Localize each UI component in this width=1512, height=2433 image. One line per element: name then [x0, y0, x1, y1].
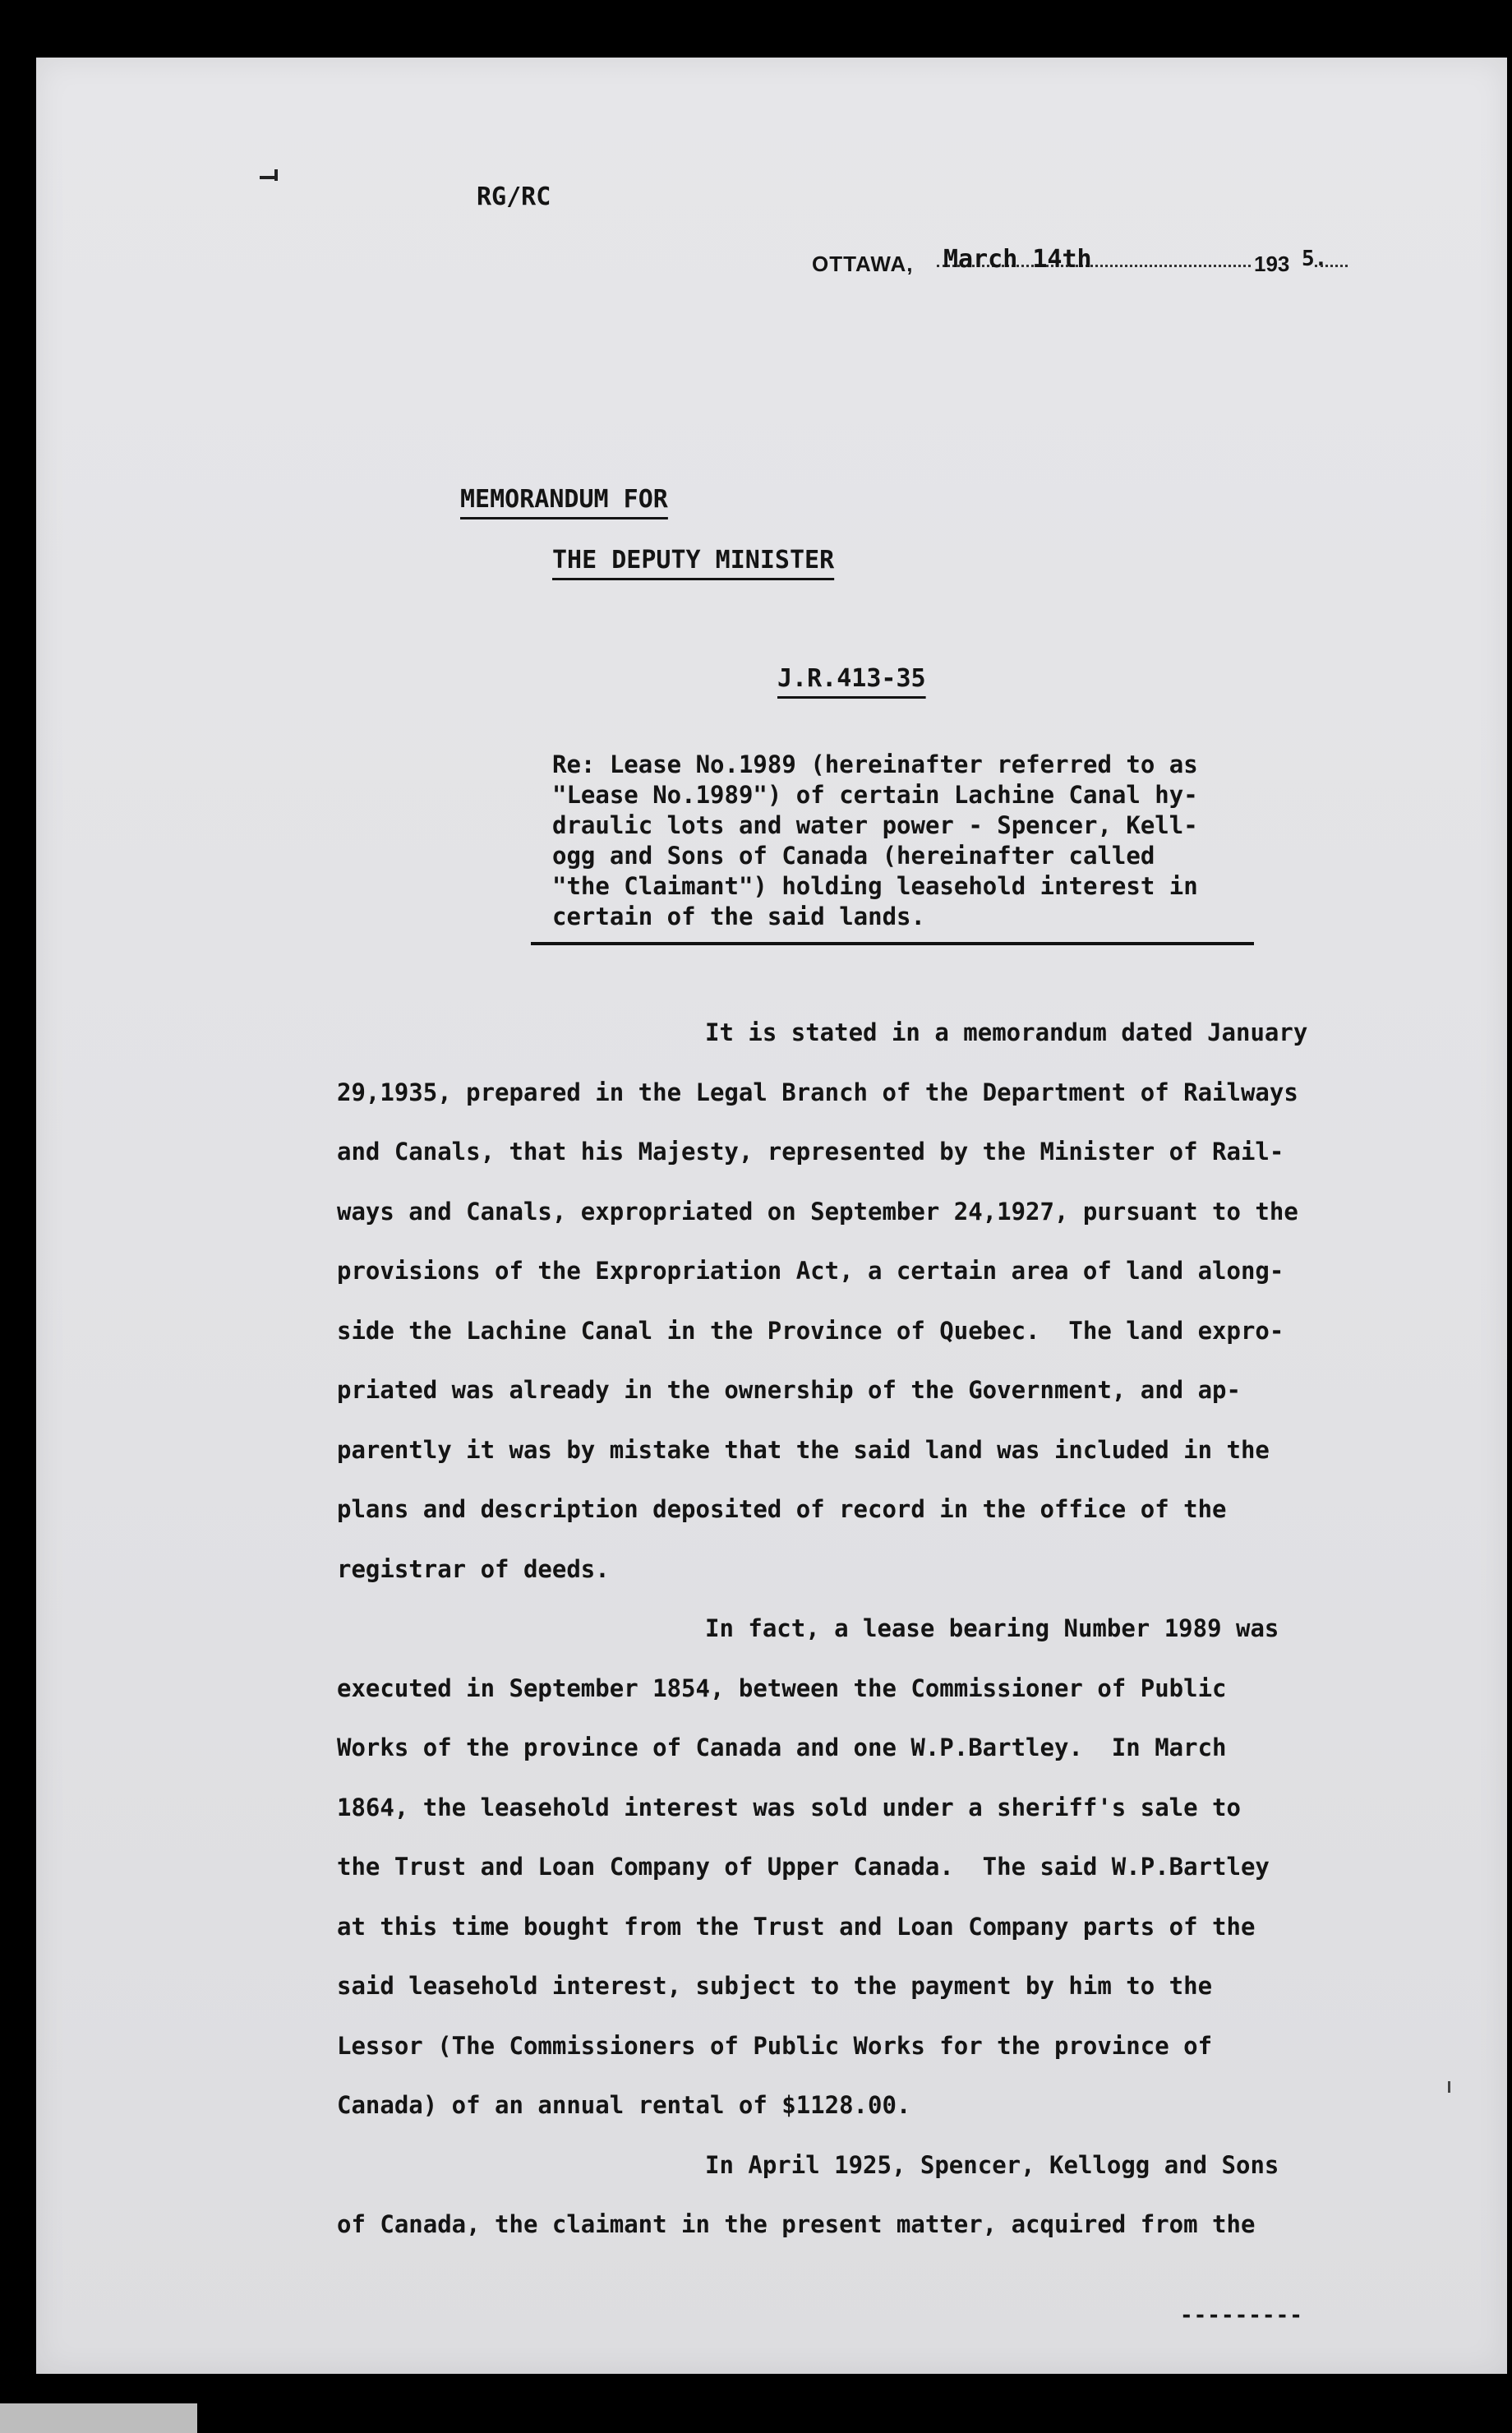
dateline-date: March 14th	[943, 245, 1092, 274]
paper-mark	[1448, 2081, 1450, 2093]
reference-code: RG/RC	[477, 182, 551, 211]
memo-recipient: THE DEPUTY MINISTER	[552, 546, 835, 575]
dateline-dotted-line-end	[1315, 265, 1348, 267]
body-line: priated was already in the ownership of the Government, and ap-	[337, 1376, 1241, 1404]
body-line: 1864, the leasehold interest was sold under a sheriff's sale to	[337, 1793, 1241, 1821]
dateline	[812, 247, 1354, 283]
paragraph-first-line: In April 1925, Spencer, Kellogg and Sons	[705, 2150, 1279, 2179]
body-line: and Canals, that his Majesty, represented by the Minister of Rail-	[337, 1138, 1284, 1166]
body-line: the Trust and Loan Company of Upper Canada. The said W.P.Bartley	[337, 1853, 1270, 1881]
body-line: Canada) of an annual rental of $1128.00.	[337, 2091, 911, 2119]
dateline-year-fill: 5.	[1302, 247, 1328, 271]
subject-line: draulic lots and water power - Spencer, Kell-	[552, 811, 1198, 839]
memo-body	[337, 1003, 1356, 2255]
subject-line: "the Claimant") holding leasehold interest in	[552, 872, 1198, 900]
body-line: plans and description deposited of record in the office of the	[337, 1495, 1227, 1523]
body-line: said leasehold interest, subject to the payment by him to the	[337, 1972, 1213, 2000]
dateline-city: OTTAWA,	[812, 252, 914, 276]
film-edge-strip	[0, 2403, 197, 2433]
body-line: provisions of the Expropriation Act, a certain area of land along-	[337, 1257, 1284, 1285]
body-line: of Canada, the claimant in the present matter, acquired from the	[337, 2210, 1256, 2238]
dateline-year-prefix: 193	[1254, 252, 1290, 276]
subject-line: "Lease No.1989") of certain Lachine Canal hy-	[552, 781, 1198, 809]
continued-mark: ---------	[1180, 2303, 1303, 2328]
file-number: J.R.413-35	[777, 664, 926, 693]
paragraph-first-line: It is stated in a memorandum dated January	[705, 1018, 1308, 1046]
paragraph-first-line: In fact, a lease bearing Number 1989 was	[705, 1614, 1279, 1642]
body-line: at this time bought from the Trust and Loan Company parts of the	[337, 1912, 1256, 1941]
body-line: ways and Canals, expropriated on September 24,1927, pursuant to the	[337, 1197, 1298, 1226]
subject-line: certain of the said lands.	[552, 903, 925, 930]
body-line: 29,1935, prepared in the Legal Branch of the Department of Railways	[337, 1078, 1298, 1106]
subject-line: ogg and Sons of Canada (hereinafter called	[552, 842, 1155, 870]
body-line: parently it was by mistake that the said land was included in the	[337, 1435, 1270, 1464]
subject-block	[531, 750, 1254, 945]
subject-line: Re: Lease No.1989 (hereinafter referred to as	[552, 750, 1198, 778]
body-line: Lessor (The Commissioners of Public Works for the province of	[337, 2031, 1213, 2060]
memo-title: MEMORANDUM FOR	[460, 485, 668, 514]
body-line: side the Lachine Canal in the Province of Quebec. The land expro-	[337, 1316, 1284, 1345]
margin-mark	[260, 176, 278, 179]
body-line: registrar of deeds.	[337, 1554, 610, 1583]
body-line: Works of the province of Canada and one W.P.Bartley. In March	[337, 1734, 1227, 1761]
body-line: executed in September 1854, between the Commissioner of Public	[337, 1674, 1227, 1702]
